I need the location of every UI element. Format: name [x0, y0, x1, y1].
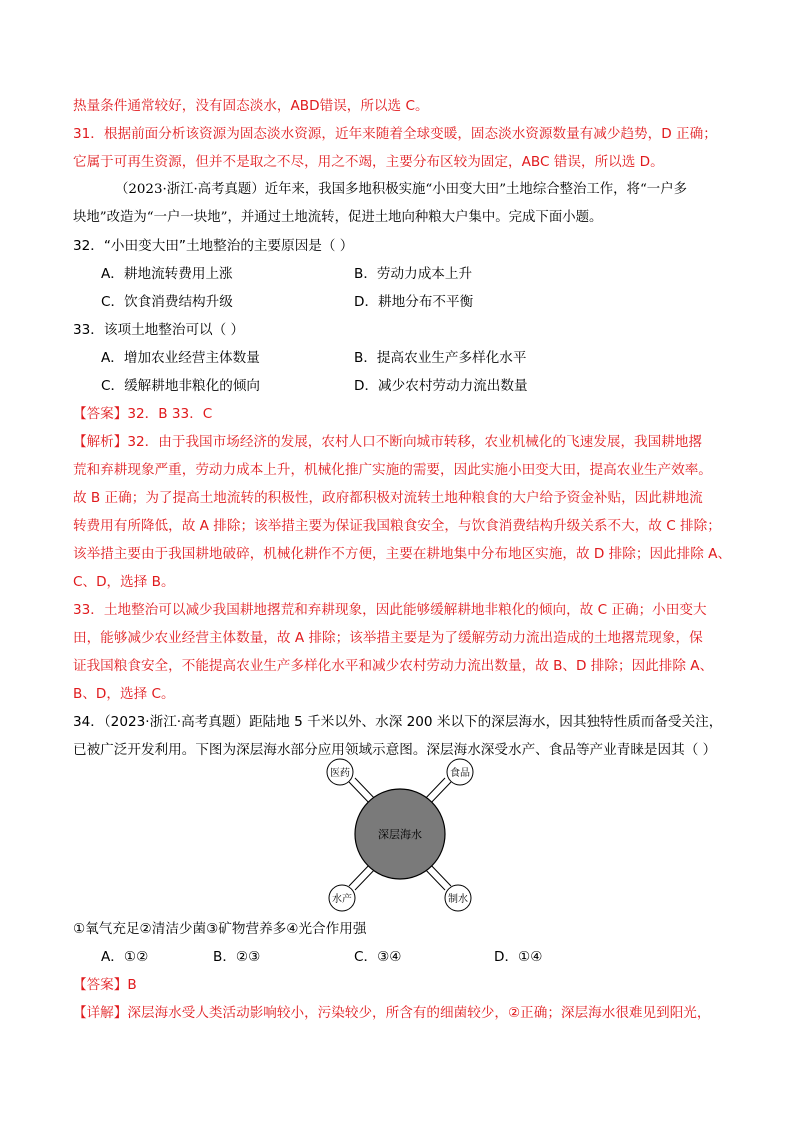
- option-33-b: B．提高农业生产多样化水平: [354, 350, 527, 366]
- answer-line: 【答案】32．B 33．C: [73, 406, 213, 422]
- option-34-d: D．①④: [494, 949, 543, 965]
- analysis-line: 33．土地整治可以减少我国耕地撂荒和弃耕现象，因此能够缓解耕地非粮化的倾向，故 C 正确；小田变大: [73, 602, 707, 618]
- question-intro: （2023·浙江·高考真题）近年来，我国多地积极实施“小田变大田”土地综合整治工作，将“一户多: [115, 182, 687, 197]
- question-34-statements: ①氧气充足②清洁少菌③矿物营养多④光合作用强: [73, 921, 367, 937]
- question-34: 34．（2023·浙江·高考真题）距陆地 5 千米以外、水深 200 米以下的深层海水，因其独特性质而备受关注，: [73, 714, 723, 730]
- option-33-c: C．缓解耕地非粮化的倾向: [101, 378, 261, 394]
- analysis-line: 田，能够减少农业经营主体数量，故 A 排除；该举措主要是为了缓解劳动力流出造成的土地撂荒现象，保: [73, 630, 703, 646]
- option-32-b: B．劳动力成本上升: [354, 266, 473, 282]
- option-33-a: A．增加农业经营主体数量: [101, 350, 260, 366]
- analysis-line: 转费用有所降低，故 A 排除；该举措主要为保证我国粮食安全，与饮食消费结构升级关系不大，故 C 排除；: [73, 518, 721, 534]
- answer-line: 【答案】B: [73, 977, 137, 993]
- analysis-line: 证我国粮食安全，不能提高农业生产多样化水平和减少农村劳动力流出数量，故 B、D 排除；因此排除 A、: [73, 658, 714, 674]
- analysis-line: 故 B 正确；为了提高土地流转的积极性，政府都积极对流转土地种粮食的大户给予资金补贴，因此耕地流: [73, 490, 703, 506]
- question-intro: 块地”改造为“一户一块地”，并通过土地流转，促进土地向种粮大户集中。完成下面小题。: [73, 210, 603, 225]
- node-label-water-making: 制水: [448, 894, 468, 905]
- analysis-line: 该举措主要由于我国耕地破碎，机械化耕作不方便，主要在耕地集中分布地区实施，故 D 排除；因此排除 A、: [73, 546, 732, 562]
- option-33-d: D．减少农村劳动力流出数量: [354, 378, 528, 394]
- center-label: 深层海水: [378, 828, 422, 841]
- analysis-line: B、D，选择 C。: [73, 686, 175, 702]
- option-34-c: C．③④: [354, 949, 402, 965]
- option-32-c: C．饮食消费结构升级: [101, 294, 233, 310]
- option-32-d: D．耕地分布不平衡: [354, 294, 474, 310]
- node-label-aquatic: 水产: [332, 894, 352, 905]
- node-label-medicine: 医药: [330, 768, 350, 779]
- question-33: 33．该项土地整治可以（ ）: [73, 322, 245, 338]
- text-line: 它属于可再生资源，但并不是取之不尽，用之不竭，主要分布区较为固定，ABC 错误，所以选 D。: [73, 154, 664, 170]
- analysis-line: 荒和弃耕现象严重，劳动力成本上升，机械化推广实施的需要，因此实施小田变大田，提高农业生产效率。: [73, 462, 712, 478]
- question-34: 已被广泛开发利用。下图为深层海水部分应用领域示意图。深层海水深受水产、食品等产业青睐是因其（ ）: [73, 742, 717, 758]
- detail-line: 【详解】深层海水受人类活动影响较小，污染较少，所含有的细菌较少，②正确；深层海水很难见到阳光，: [73, 1005, 711, 1021]
- node-label-food: 食品: [450, 768, 470, 779]
- text-line: 热量条件通常较好，没有固态淡水，ABD错误，所以选 C。: [73, 98, 429, 114]
- text-line: 31．根据前面分析该资源为固态淡水资源，近年来随着全球变暖，固态淡水资源数量有减少趋势，D 正确；: [73, 126, 717, 142]
- option-32-a: A．耕地流转费用上涨: [101, 266, 233, 282]
- analysis-line: C、D，选择 B。: [73, 574, 175, 590]
- option-34-b: B．②③: [213, 949, 261, 965]
- analysis-line: 【解析】32．由于我国市场经济的发展，农村人口不断向城市转移，农业机械化的飞速发展，我国耕地撂: [73, 434, 703, 450]
- option-34-a: A．①②: [101, 949, 149, 965]
- question-32: 32．“小田变大田”土地整治的主要原因是（ ）: [73, 238, 354, 254]
- deep-sea-water-diagram: [300, 752, 500, 916]
